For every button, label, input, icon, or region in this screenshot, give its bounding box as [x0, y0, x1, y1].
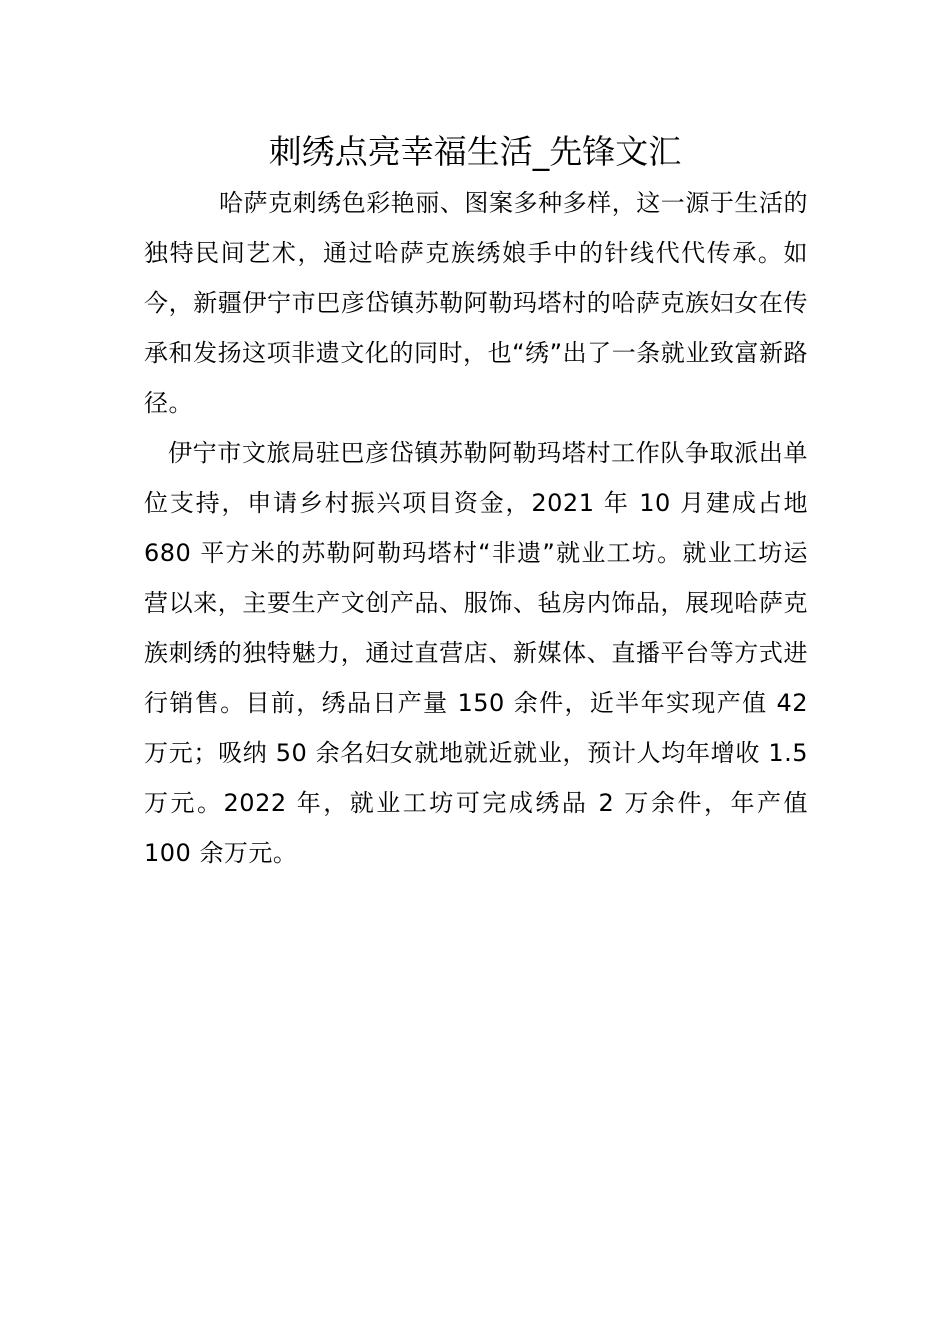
document-body: [144, 178, 808, 878]
paragraph-intro: 哈萨克刺绣色彩艳丽、图案多种多样，这一源于生活的独特民间艺术，通过哈萨克族绣娘手中的针线代代传承。如今，新疆伊宁市巴彦岱镇苏勒阿勒玛塔村的哈萨克族妇女在传承和发扬这项非遗文化的同时，也“绣”出了一条就业致富新路径。: [144, 189, 808, 417]
document-title: 刺绣点亮幸福生活_先锋文汇: [268, 132, 682, 171]
paragraph-workshop: 伊宁市文旅局驻巴彦岱镇苏勒阿勒玛塔村工作队争取派出单位支持，申请乡村振兴项目资金，2021 年 10 月建成占地 680 平方米的苏勒阿勒玛塔村“非遗”就业工坊。就业工坊运营以来，主要生产文创产品、服饰、毡房内饰品，展现哈萨克族刺绣的独特魅力，通过直营店、新媒体、直播平台等方式进行销售。目前，绣品日产量 150 余件，近半年实现产值 42 万元；吸纳 50 余名妇女就地就近就业，预计人均年增收 1.5 万元。2022 年，就业工坊可完成绣品 2 万余件，年产值 100 余万元。: [144, 439, 808, 867]
